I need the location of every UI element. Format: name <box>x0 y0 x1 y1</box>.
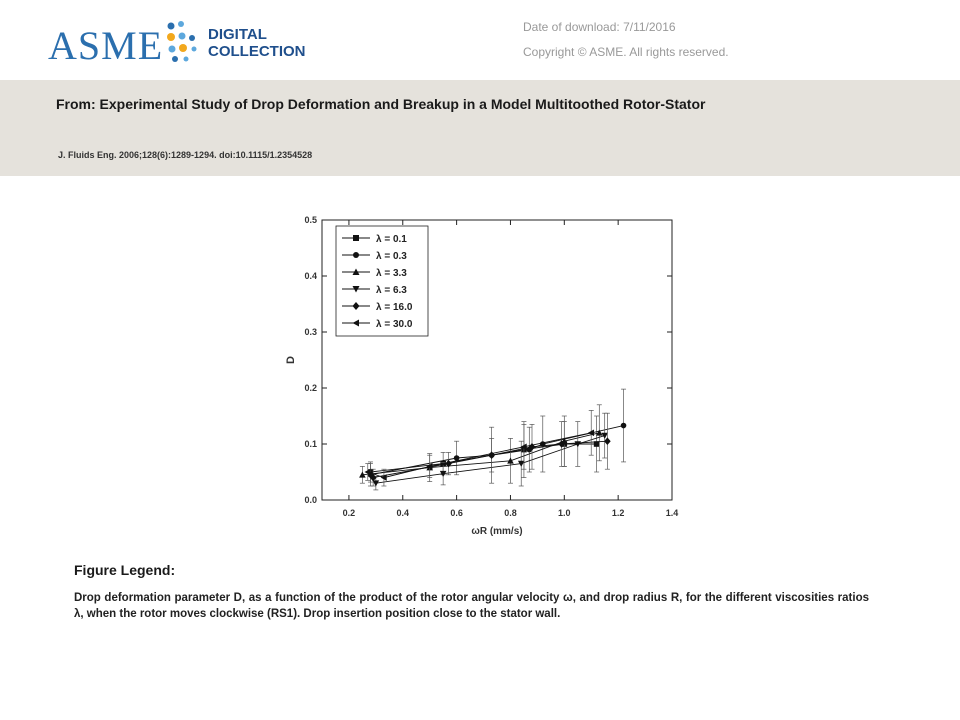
figure-legend-text: Drop deformation parameter D, as a function of the product of the rotor angular velocity ω, and drop radius R, for the different viscosities ratios λ, when the rotor moves clockwise (RS1). Drop insertion position close to the stator wall. <box>74 592 869 620</box>
data-point <box>604 437 611 445</box>
x-tick-label: 1.4 <box>665 508 679 518</box>
x-tick-label: 0.8 <box>504 508 517 518</box>
legend-label: λ = 30.0 <box>376 319 413 330</box>
logo-collection: COLLECTION <box>208 43 306 60</box>
x-tick-label: 0.4 <box>396 508 410 518</box>
y-tick-label: 0.3 <box>304 327 317 337</box>
x-tick-label: 1.2 <box>611 508 625 518</box>
legend-marker <box>353 252 359 258</box>
article-citation: J. Fluids Eng. 2006;128(6):1289-1294. doi:10.1115/1.2354528 <box>58 150 313 160</box>
series-3 <box>373 413 607 490</box>
logo-digital-collection <box>208 26 306 60</box>
y-tick-label: 0.4 <box>304 271 317 281</box>
copyright: Copyright © ASME. All rights reserved. <box>523 45 729 59</box>
series-4 <box>371 413 610 486</box>
legend-label: λ = 0.1 <box>376 234 407 245</box>
article-header-band <box>0 80 960 176</box>
y-tick-label: 0.1 <box>304 439 317 449</box>
x-tick-label: 0.6 <box>450 508 463 518</box>
y-axis-label: D <box>285 356 297 364</box>
legend-label: λ = 6.3 <box>376 285 407 296</box>
data-point <box>488 451 495 459</box>
y-tick-label: 0.5 <box>304 215 317 225</box>
legend-marker <box>353 235 359 241</box>
article-title: From: Experimental Study of Drop Deformation and Breakup in a Model Multitoothed Rotor-Stator <box>56 96 706 112</box>
legend-label: λ = 0.3 <box>376 251 407 262</box>
data-point <box>621 423 627 429</box>
logo-wordmark: ASME <box>48 23 164 68</box>
legend-label: λ = 3.3 <box>376 268 407 279</box>
series-line <box>370 426 623 475</box>
series-line <box>376 436 605 484</box>
data-point <box>373 480 380 486</box>
x-tick-label: 1.0 <box>558 508 571 518</box>
asme-logo[interactable] <box>48 12 328 72</box>
x-axis-label: ωR (mm/s) <box>471 526 523 537</box>
y-tick-label: 0.2 <box>304 383 317 393</box>
drop-deformation-chart <box>280 206 680 546</box>
legend-label: λ = 16.0 <box>376 302 413 313</box>
x-tick-label: 0.2 <box>342 508 356 518</box>
download-date: Date of download: 7/11/2016 <box>523 20 676 34</box>
logo-digital: DIGITAL <box>208 26 267 43</box>
y-tick-label: 0.0 <box>304 495 317 505</box>
figure-legend-title: Figure Legend: <box>74 562 176 578</box>
dots-logo-icon <box>163 18 203 64</box>
